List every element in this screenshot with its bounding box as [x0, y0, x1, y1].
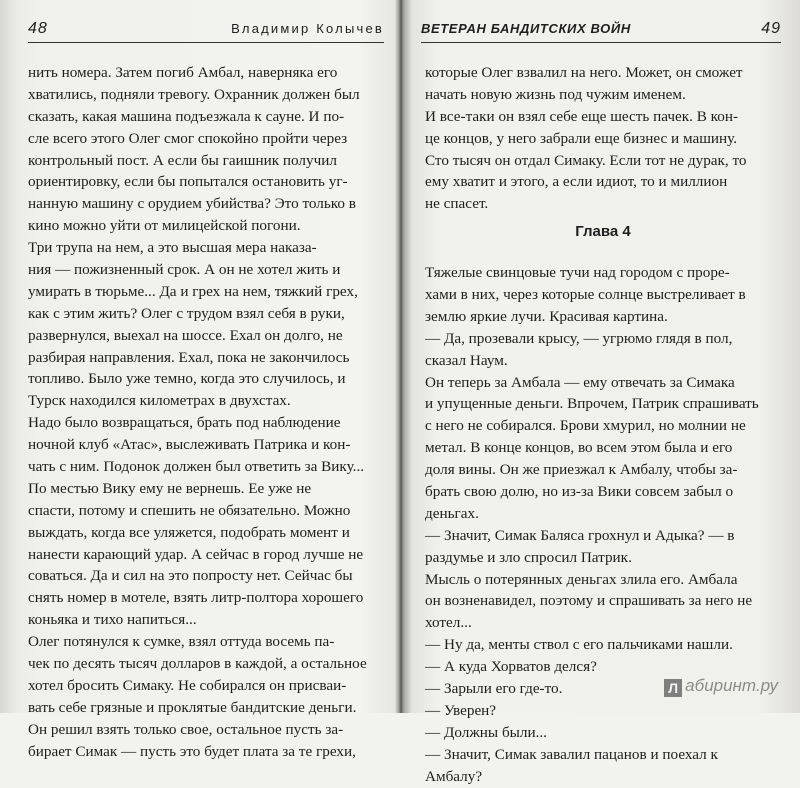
left-page — [0, 0, 398, 760]
text-line: коньяка и тихо напиться... — [28, 611, 197, 629]
text-line: нанную машину с орудием убийства? Это только в — [28, 195, 356, 213]
text-line: снять номер в мотеле, взять литр-полтора хорошего — [28, 589, 364, 607]
text-line: — Да, прозевали крысу, — угрюмо глядя в пол, — [425, 329, 733, 347]
text-line: Сто тысяч он отдал Симаку. Если тот не дурак, то — [425, 151, 747, 169]
text-line: нить номера. Затем погиб Амбал, наверняка его — [28, 64, 338, 81]
text-line: кино можно уйти от милицейской погони. — [28, 217, 301, 235]
text-line: Надо было возвращаться, брать под наблюдение — [28, 414, 341, 432]
text-line: умирать в тюрьме... Да и грех на нем, тяжкий грех, — [28, 282, 358, 300]
text-line: — А куда Хорватов делся? — [425, 658, 597, 676]
text-line: И все-таки он взял себе еще шесть пачек. В кон- — [425, 107, 739, 125]
text-line: метал. В конце концов, во всем этом была и его — [425, 439, 733, 457]
text-line: — Значит, Симак завалил пацанов и поехал к — [425, 745, 718, 763]
text-line: вать себе грязные и проклятые бандитские деньги. — [28, 698, 357, 716]
text-line: — Ну да, менты ствол с его пальчиками нашли. — [425, 636, 733, 654]
text-line: це концов, у него забрали еще бизнес и машину. — [425, 129, 738, 147]
labirint-watermark — [664, 676, 778, 697]
text-line: сказал Наум. — [425, 351, 508, 369]
text-line: и упущенные деньги. Впрочем, Патрик спрашивать — [425, 395, 759, 413]
left-page-header — [28, 20, 384, 43]
text-line: ния — пожизненный срок. А он не хотел жить и — [28, 261, 341, 279]
left-page-number: 48 — [28, 20, 48, 37]
text-after-chapter — [425, 262, 781, 787]
text-line: землю яркие лучи. Красивая картина. — [425, 307, 668, 325]
chapter-heading: Глава 4 — [575, 223, 631, 241]
text-line: контрольный пост. А если бы гаишник получил — [28, 151, 337, 169]
text-line: — Зарыли его где-то. — [425, 680, 563, 698]
text-line: топливо. Было уже темно, когда это случилось, и — [28, 370, 346, 388]
text-line: хотел... — [425, 614, 472, 632]
text-line: как с этим жить? Олег с трудом взял себя в руки, — [28, 304, 345, 322]
text-line: соваться. Да и сил на это попросту нет. Сейчас бы — [28, 567, 353, 585]
text-line: Он теперь за Амбала — ему отвечать за Симака — [425, 373, 735, 391]
text-line: нанести карающий удар. А сейчас в город лучше не — [28, 545, 364, 563]
text-line: хватились, подняли тревогу. Охранник должен был — [28, 85, 360, 103]
text-line: деньгах. — [425, 504, 479, 522]
watermark-text: абиринт.ру — [685, 676, 778, 695]
text-line: — Должны были... — [425, 723, 547, 741]
text-line: сказать, какая машина подъезжала к сауне. И по- — [28, 107, 345, 125]
text-line: По местью Вику ему не вернешь. Ее уже не — [28, 479, 312, 497]
text-line: Амбалу? — [425, 767, 483, 785]
text-line: разбирая направления. Ехал, пока не закончилось — [28, 348, 350, 366]
text-line: чек по десять тысяч долларов в каждой, а остальное — [28, 655, 367, 673]
right-page — [403, 0, 800, 785]
text-line: не спасет. — [425, 195, 489, 213]
running-head-book-title: ВЕТЕРАН БАНДИТСКИХ ВОЙН — [421, 21, 631, 36]
text-before-chapter — [425, 62, 781, 215]
text-line: хами в них, через которые солнце выстреливает в — [425, 286, 746, 304]
text-line: раздумье и зло спросил Патрик. — [425, 548, 632, 566]
text-line: ему хватит и этого, а если идиот, то и миллион — [425, 173, 728, 191]
right-page-header — [421, 20, 781, 43]
right-page-number: 49 — [761, 20, 781, 37]
text-line: развернулся, выехал на шоссе. Ехал он долго, не — [28, 326, 343, 344]
text-line: спасти, потому и спешить не обязательно. Можно — [28, 501, 351, 519]
text-line: ориентировку, если бы попытался остановить уг- — [28, 173, 348, 191]
text-line: выждать, когда все уляжется, подобрать момент и — [28, 523, 350, 541]
text-line: которые Олег взвалил на него. Может, он сможет — [425, 64, 743, 81]
text-line: — Значит, Симак Баляса грохнул и Адыка? — в — [425, 526, 735, 544]
text-line: с него не собирался. Брови хмурил, но молнии не — [425, 417, 746, 435]
text-line: Три трупа на нем, а это высшая мера наказа- — [28, 239, 317, 257]
left-page-text — [28, 62, 378, 763]
text-line: брать свою долю, но из-за Вики совсем забыл о — [425, 483, 734, 501]
text-line: Олег потянулся к сумке, взял оттуда восемь па- — [28, 633, 335, 651]
text-line: сле всего этого Олег смог спокойно пройти через — [28, 129, 348, 147]
running-head-author: Владимир Колычев — [231, 21, 384, 36]
text-line: Он решил взять только свое, остальное пусть за- — [28, 720, 344, 738]
text-line: начать новую жизнь под чужим именем. — [425, 85, 686, 103]
text-line: чать с ним. Подонок должен был ответить за Вику... — [28, 458, 365, 476]
text-line: Мысль о потерянных деньгах злила его. Амбала — [425, 570, 738, 588]
text-line: бирает Симак — пусть это будет плата за те грехи, — [28, 742, 356, 760]
labirint-logo-icon: Л — [664, 679, 682, 697]
text-line: он возненавидел, поэтому и спрашивать за него не — [425, 592, 753, 610]
text-line: хотел бросить Симаку. Не собирался он присваи- — [28, 676, 347, 694]
text-line: ночной клуб «Атас», выслеживать Патрика и кон- — [28, 436, 351, 454]
text-line: Тяжелые свинцовые тучи над городом с проре- — [425, 264, 730, 282]
text-line: Турск находился километрах в двухстах. — [28, 392, 291, 410]
text-line: доля вины. Он же приезжал к Амбалу, чтобы за- — [425, 461, 738, 479]
text-line: — Уверен? — [425, 701, 497, 719]
